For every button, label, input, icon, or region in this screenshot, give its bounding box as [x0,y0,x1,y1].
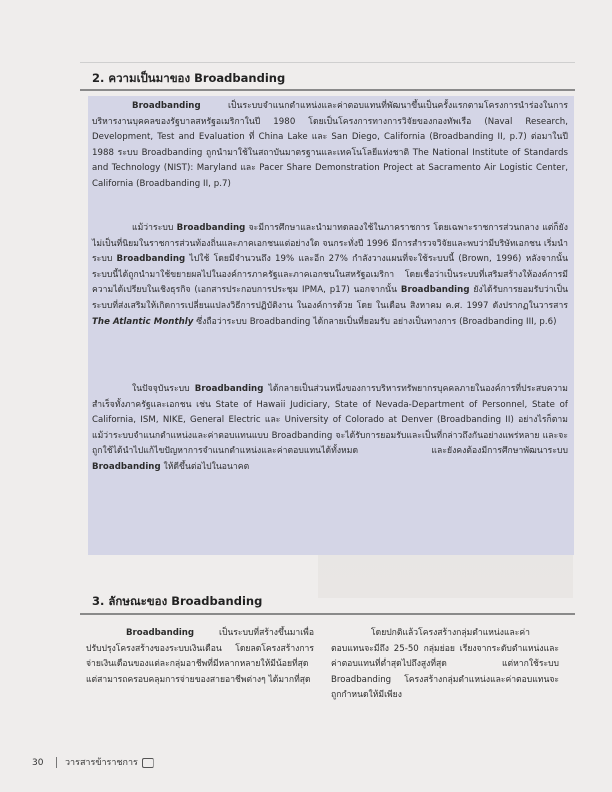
page-footer [32,755,154,769]
section-3-column-left: Broadbanding เป็นระบบที่สร้างขึ้นมาเพื่อปรับปรุงโครงสร้างของระบบเงินเดือน โดยลดโครงสร้างการจ่ายเงินเดือนของแต่ละกลุ่มอาชีพที่มีหลากหลายให้มีน้อยที่สุด แต่สามารถครอบคลุมการจ่ายของสายอาชีพต่างๆ ได้มากที่สุด [86,628,314,685]
section-2-paragraph-2: แม้ว่าระบบ Broadbanding จะมีการศึกษาและนำมาทดลองใช้ในภาคราชการ โดยเฉพาะราชการส่วนกลาง แต่ก็ยังไม่เป็นที่นิยมในราชการส่วนท้องถิ่นและภาคเอกชนแต่อย่างใด จนกระทั่งปี 1996 มีการสำรวจวิจัยและพบว่ามีบริษัทเอกชน เริ่มนำระบบ Broadbanding ไปใช้ โดยมีจำนวนถึง 19% และอีก 27% กำลังวางแผนที่จะใช้ระบบนี้ (Brown, 1996) หลังจากนั้นระบบนี้ได้ถูกนำมาใช้ขยายผลไปในองค์การภาครัฐและภาคเอกชนในสหรัฐอเมริกา โดยเชื่อว่าเป็นระบบที่เสริมสร้างให้องค์การมีความได้เปรียบในเชิงธุรกิจ (เอกสารประกอบการประชุม IPMA, p17) นอกจากนั้น Broadbanding ยังได้รับการยอมรับว่าเป็นระบบที่ส่งเสริมให้เกิดการเปลี่ยนแปลงวิธีการปฏิบัติงาน ในองค์การด้วย โดย ในเดือน สิงหาคม ค.ศ. 1997 ดังปรากฏในวารสาร The Atlantic Monthly ซึ่งถือว่าระบบ Broadbanding ได้กลายเป็นที่ยอมรับ อย่างเป็นทางการ (Broadbanding III, p.6) [92,223,569,327]
highlighted-text-box [88,96,574,555]
section-2-heading: 2. ความเป็นมาของ Broadbanding [92,71,286,85]
section-2-heading-rule [80,89,575,91]
journal-name: วารสารข้าราชการ [65,758,138,768]
journal-logo-icon [142,758,154,768]
footer-divider [56,757,57,768]
section-3-heading-rule [80,613,575,615]
journal-title: The Atlantic Monthly [92,316,194,327]
section-3-heading: 3. ลักษณะของ Broadbanding [92,594,263,608]
section-2-paragraph-1: Broadbanding เป็นระบบจำแนกตำแหน่งและค่าตอบแทนที่พัฒนาขึ้นเป็นครั้งแรกตามโครงการนำร่องในการบริหารงานบุคคลของรัฐบาลสหรัฐอเมริกาในปี 1980 โดยเป็นโครงการทางการวิจัยของกองทัพเรือ (Naval Research, Development, Test and Evaluation ที่ China Lake และ San Diego, California (Broadbanding II, p.7) ต่อมาในปี 1988 ระบบ Broadbanding ถูกนำมาใช้ในสถาบันมาตรฐานและเทคโนโลยีแห่งชาติ The National Institute of Standards and Technology (NIST): Maryland และ Pacer Share Demonstration Project at Sacramento Air Logistic Center, California (Broadbanding II, p.7) [92,101,568,189]
section-3-column-right: โดยปกติแล้วโครงสร้างกลุ่มตำแหน่งและค่าตอบแทนจะมีถึง 25-50 กลุ่มย่อย เรียงจากระดับตำแหน่งและค่าตอบแทนที่ต่ำสุดไปถึงสูงที่สุด แต่หากใช้ระบบ Broadbanding โครงสร้างกลุ่มตำแหน่งและค่าตอบแทนจะถูกกำหนดให้มีเพียง [331,628,559,701]
page-number: 30 [32,758,44,768]
section-2-paragraph-3: ในปัจจุบันระบบ Broadbanding ได้กลายเป็นส่วนหนึ่งของการบริหารทรัพยากรบุคคลภายในองค์การที่ประสบความสำเร็จทั้งภาครัฐและเอกชน เช่น State of Hawaii Judiciary, State of Nevada-Department of Personnel, State of California, ISM, NIKE, General Electric และ University of Colorado at Denver (Broadbanding II) อย่างไรก็ตาม แม้ว่าระบบจำแนกตำแหน่งและค่าตอบแทนแบบ Broadbanding จะได้รับการยอมรับและเป็นที่กล่าวถึงกันอย่างแพร่หลาย และจะถูกใช้ได้นำไปแก้ไขปัญหาการจำแนกตำแหน่งและค่าตอบแทนได้ทั้งหมด และยังคงต้องมีการศึกษาพัฒนาระบบ Broadbanding ให้ดีขึ้นต่อไปในอนาคต [92,384,568,472]
top-rule [80,62,575,63]
